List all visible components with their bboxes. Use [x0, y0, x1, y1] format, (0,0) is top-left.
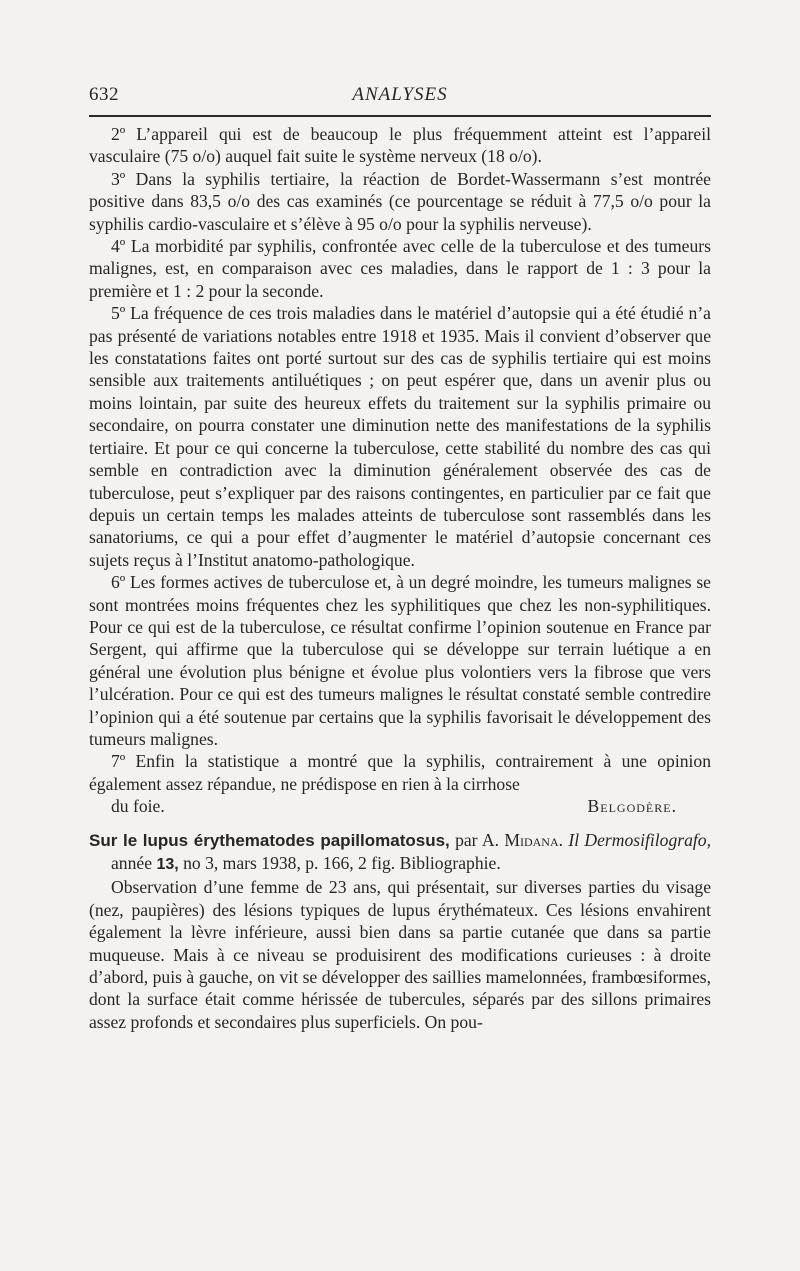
page-number: 632	[89, 84, 119, 105]
article-title: Sur le lupus érythematodes papillomatosus,	[89, 830, 450, 850]
page-header	[89, 84, 711, 106]
paragraph-7-end	[89, 795, 711, 817]
paragraph-5: 5º La fréquence de ces trois maladies dans le matériel d’autopsie qui a été étudié n’a pas présenté de variations notables entre 1918 et 1935. Mais il convient d’observer que les constatations faites ont porté surtout sur des cas de syphilis tertiaire qui est moins sensible aux traitements antiluétiques ; on peut espérer que, dans un avenir plus ou moins lointain, par suite des heureux effets du traitement sur la syphilis primaire ou secondaire, on pourra constater une diminution nette des manifestations de la syphilis tertiaire. Et pour ce qui concerne la tuberculose, cette stabilité du nombre des cas qui semble en contradiction avec la diminution généralement observée des cas de tuberculose, peut s’expliquer par des raisons contingentes, en particulier par ce fait que depuis un certain temps les malades atteints de tuberculose sont rassemblés dans les sanatoriums, ce qui a pour effet d’augmenter le matériel d’autopsie concernant ces sujets reçus à l’Institut anatomo-pathologique.	[89, 303, 711, 570]
article-citation	[89, 829, 711, 877]
journal-volume: 13,	[156, 856, 179, 873]
citation-details: no 3, mars 1938, p. 166, 2 fig. Bibliographie.	[183, 853, 501, 873]
paragraph-6: 6º Les formes actives de tuberculose et, à un degré moindre, les tumeurs malignes se sont montrées moins fréquentes chez les syphilitiques que chez les non-syphilitiques. Pour ce qui est de la tuberculose, ce résultat confirme l’opinion soutenue en France par Sergent, qui affirme que la tuberculose qui se développe sur terrain luétique a en général une évolution plus bénigne et évolue plus volontiers vers la fibrose que vers l’ulcération. Pour ce qui est des tumeurs malignes le résultat constaté semble contredire l’opinion qui a été soutenue par certains que la syphilis favorisait le développement des tumeurs malignes.	[89, 572, 711, 749]
article-by: par A.	[455, 829, 499, 850]
article-author: Midana.	[504, 829, 564, 850]
paragraph-2: 2º L’appareil qui est de beaucoup le plus fréquemment atteint est l’appareil vasculaire (75 o/o) auquel fait suite le système nerveux (18 o/o).	[89, 124, 711, 167]
paragraph-4: 4º La morbidité par syphilis, confrontée avec celle de la tuberculose et des tumeurs malignes, est, en comparaison avec ces maladies, dans le rapport de 1 : 3 pour la première et 1 : 2 pour la seconde.	[89, 236, 711, 301]
article-body: Observation d’une femme de 23 ans, qui présentait, sur diverses parties du visage (nez, paupières) des lésions typiques de lupus érythémateux. Ces lésions envahirent également la lèvre inférieure, aussi bien dans sa partie cutanée que dans sa partie muqueuse. Mais à ce niveau se produisirent des modifications curieuses : à droite d’abord, puis à gauche, on vit se développer des saillies mamelonnées, frambœsiformes, dont la surface était comme hérissée de tubercules, séparés par des sillons primaires assez profonds et secondaires plus superficiels. On pou-	[89, 877, 711, 1032]
year-label: année	[111, 853, 153, 873]
author-signature: Belgodère.	[587, 796, 677, 817]
main-text	[89, 123, 711, 1033]
paragraph-7: 7º Enfin la statistique a montré que la syphilis, contrairement à une opinion également assez répandue, ne prédispose en rien à la cirrhose	[89, 751, 711, 794]
paragraph-7-last-line: du foie.	[111, 796, 165, 817]
running-title: ANALYSES	[352, 84, 448, 105]
paragraph-3: 3º Dans la syphilis tertiaire, la réaction de Bordet-Wassermann s’est montrée positive dans 83,5 o/o des cas examinés (ce pourcentage se réduit à 77,5 o/o pour la syphilis cardio-vasculaire et s’élève à 95 o/o pour la syphilis nerveuse).	[89, 168, 711, 234]
journal-name: Il Dermosifilografo,	[568, 829, 712, 850]
header-rule	[89, 115, 711, 117]
